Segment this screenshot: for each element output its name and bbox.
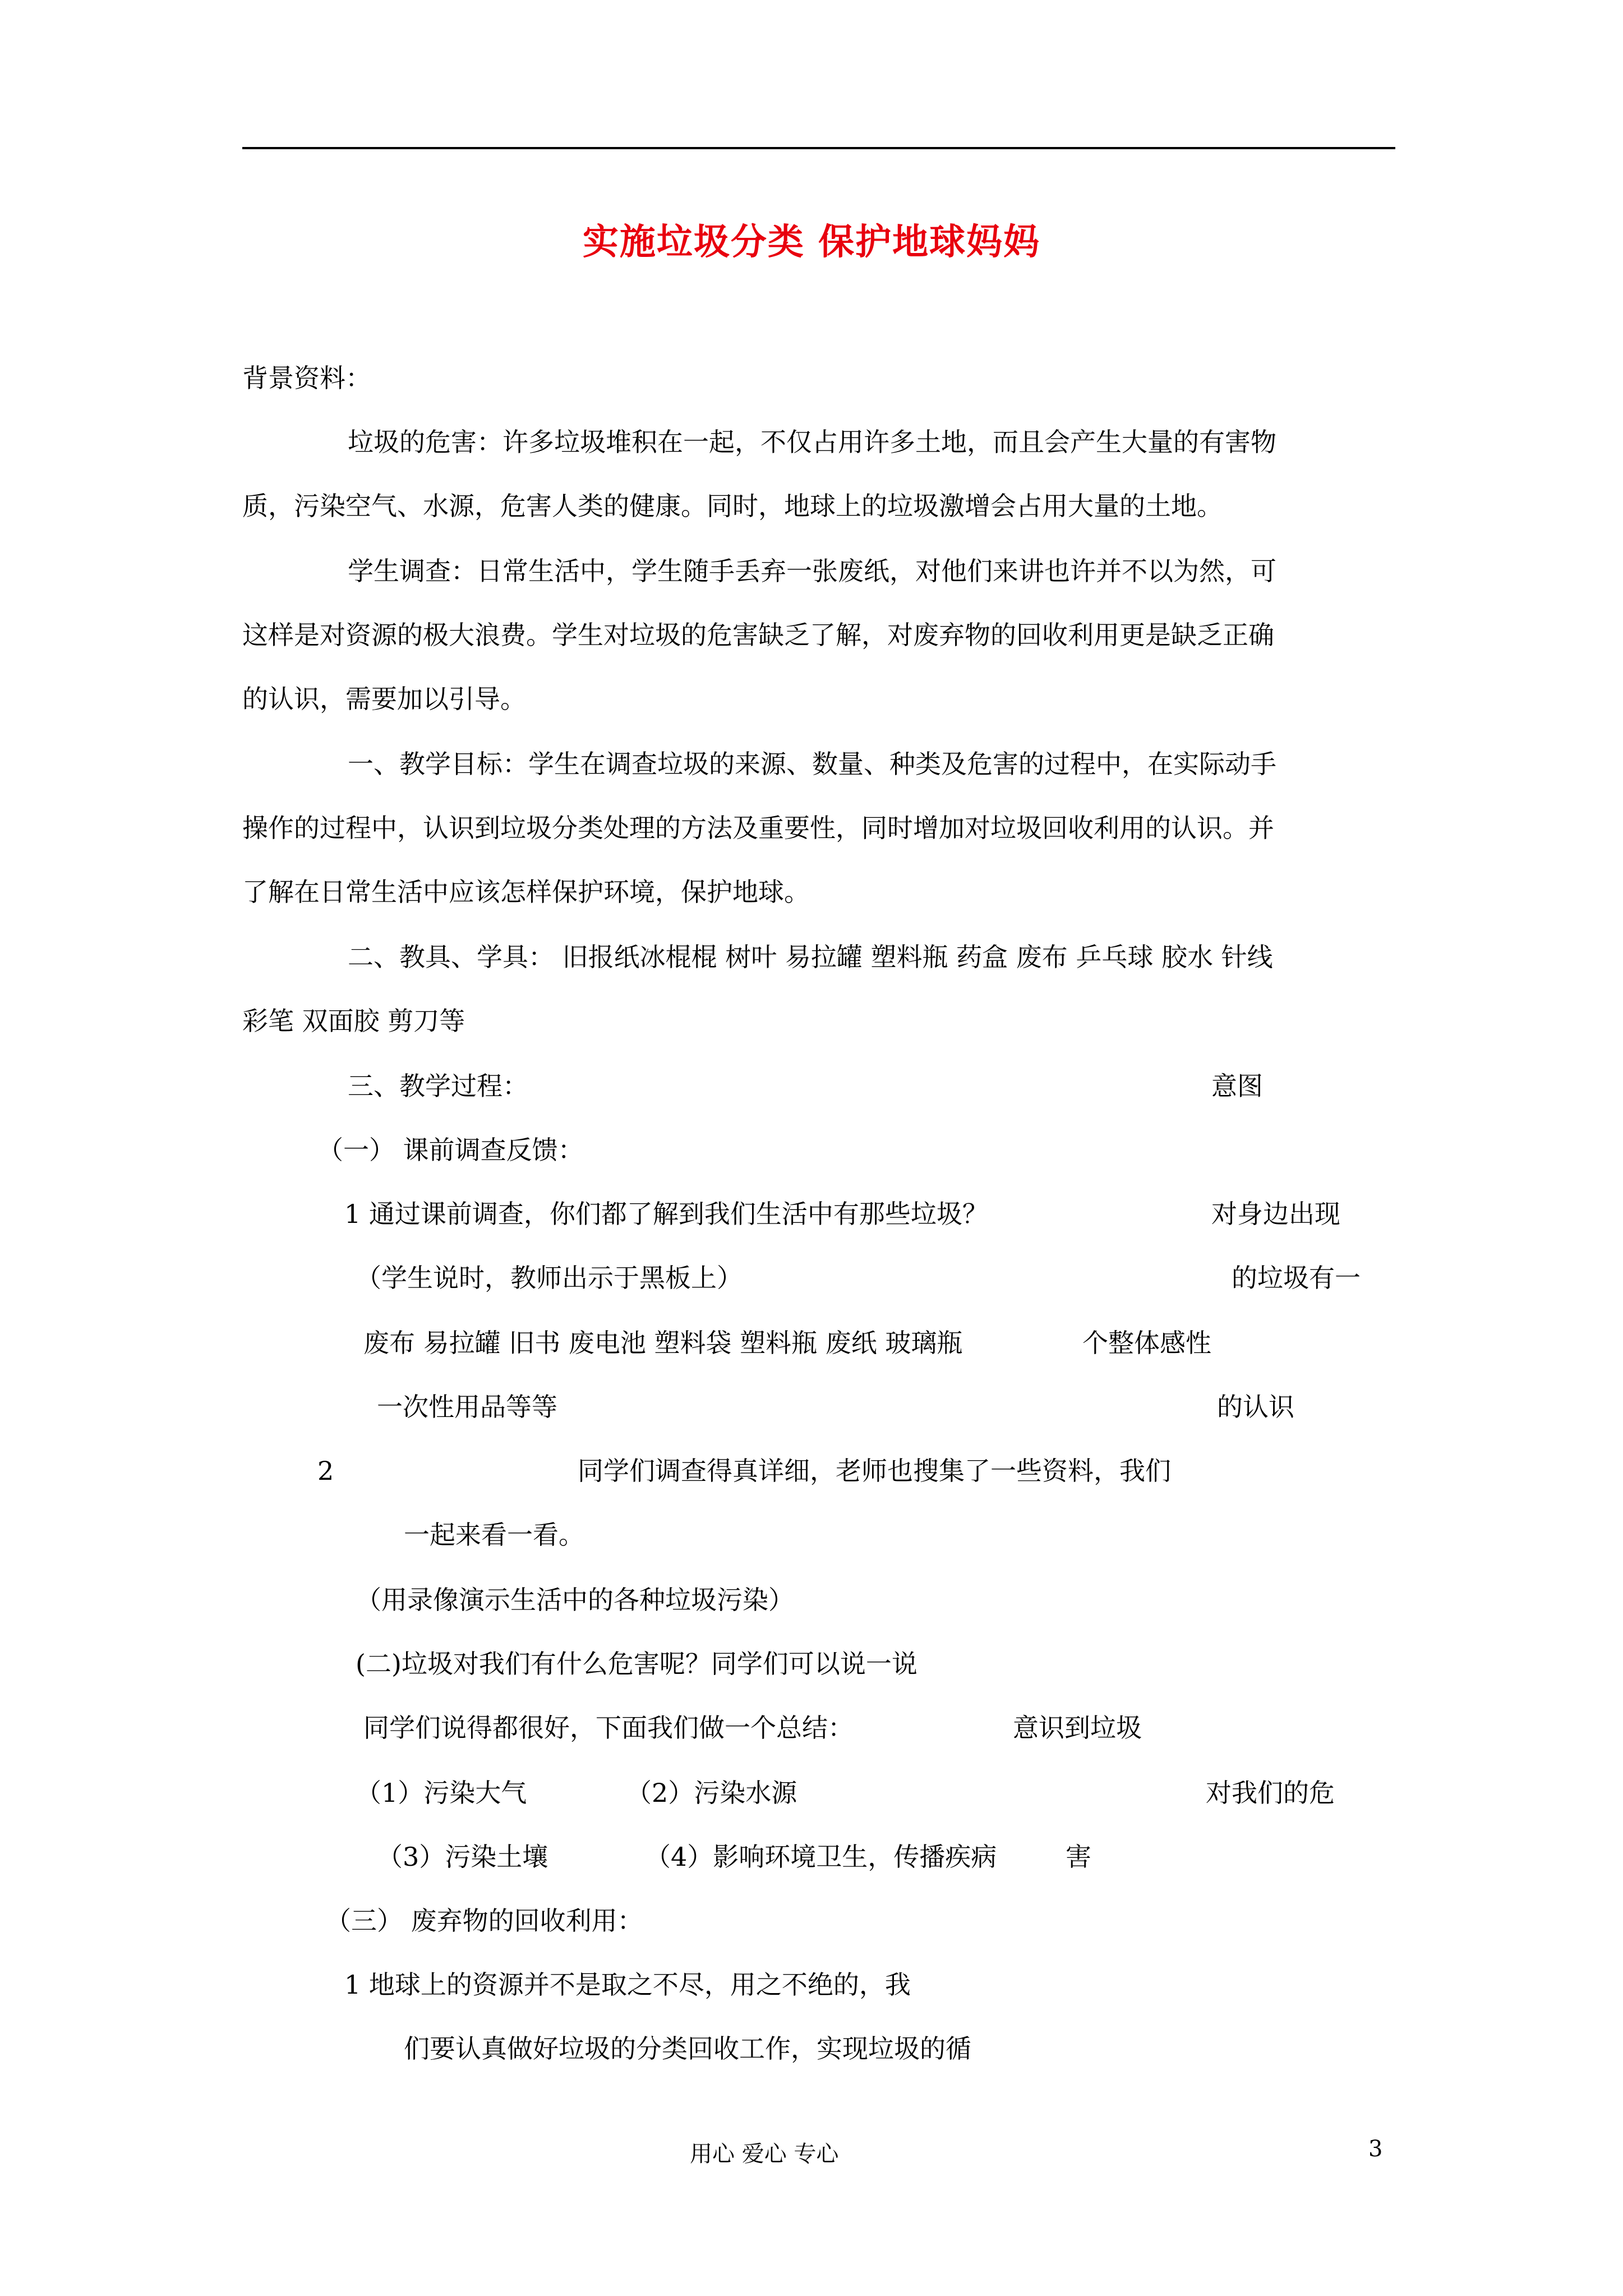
video-note: （用录像演示生活中的各种垃圾污染）	[356, 1585, 794, 1615]
paragraph-survey-line-1: 学生调查：日常生活中，学生随手丢弃一张废纸，对他们来讲也许并不以为然，可	[348, 556, 1276, 586]
harm-item-2: （2）污染水源	[626, 1778, 797, 1808]
tools-line-1: 二、教具、学具： 旧报纸冰棍棍 树叶 易拉罐 塑料瓶 药盒 废布 乒乓球 胶水 针线	[348, 942, 1273, 972]
intent-note-3: 个整体感性	[1082, 1328, 1211, 1358]
part-three-heading: （三） 废弃物的回收利用：	[325, 1906, 643, 1936]
harm-item-4: （4）影响环境卫生，传播疾病	[645, 1842, 997, 1872]
paragraph-harm-line-2: 质，污染空气、水源，危害人类的健康。同时，地球上的垃圾激增会占用大量的土地。	[242, 491, 1223, 521]
waste-items-list-2: 一次性用品等等	[377, 1392, 557, 1422]
goal-line-3: 了解在日常生活中应该怎样保护环境，保护地球。	[242, 877, 810, 907]
harm-item-1: （1）污染大气	[356, 1778, 527, 1808]
header-rule	[242, 147, 1395, 149]
footer-motto: 用心 爱心 专心	[690, 2141, 839, 2167]
tools-line-2: 彩笔 双面胶 剪刀等	[242, 1006, 465, 1036]
page-title: 实施垃圾分类 保护地球妈妈	[582, 221, 1041, 263]
background-label: 背景资料：	[242, 363, 371, 393]
question-two: 同学们调查得真详细，老师也搜集了一些资料，我们	[578, 1456, 1171, 1486]
recycle-line-2: 们要认真做好垃圾的分类回收工作，实现垃圾的循	[404, 2033, 971, 2064]
intent-note-2: 的垃圾有一	[1232, 1263, 1361, 1293]
intent-heading: 意图	[1211, 1071, 1263, 1101]
goal-line-2: 操作的过程中，认识到垃圾分类处理的方法及重要性，同时增加对垃圾回收利用的认识。并	[242, 813, 1274, 843]
part-one-heading: （一） 课前调查反馈：	[317, 1135, 584, 1165]
harm-item-3: （3）污染土壤	[377, 1842, 548, 1872]
paragraph-harm-line-1: 垃圾的危害：许多垃圾堆积在一起，不仅占用许多土地，而且会产生大量的有害物	[348, 427, 1276, 457]
waste-items-list: 废布 易拉罐 旧书 废电池 塑料袋 塑料瓶 废纸 玻璃瓶	[363, 1328, 963, 1358]
paragraph-survey-line-3: 的认识，需要加以引导。	[242, 684, 526, 714]
page-number: 3	[1368, 2136, 1383, 2162]
intent-note-1: 对身边出现	[1211, 1199, 1340, 1229]
intent-note-6: 对我们的危	[1206, 1778, 1335, 1808]
summary-line: 同学们说得都很好，下面我们做一个总结：	[363, 1713, 854, 1743]
part-two-heading: (二)垃圾对我们有什么危害呢？同学们可以说一说	[356, 1649, 917, 1679]
intent-note-4: 的认识	[1217, 1392, 1294, 1422]
intent-note-5: 意识到垃圾	[1013, 1713, 1142, 1743]
intent-note-7: 害	[1066, 1842, 1091, 1872]
item-number-2: 2	[317, 1456, 334, 1486]
question-one: 1 通过课前调查，你们都了解到我们生活中有那些垃圾？	[344, 1199, 988, 1229]
recycle-line-1: 1 地球上的资源并不是取之不尽，用之不绝的，我	[344, 1970, 911, 2000]
question-one-hint: （学生说时，教师出示于黑板上）	[356, 1263, 743, 1293]
question-two-cont: 一起来看一看。	[404, 1520, 584, 1550]
process-heading: 三、教学过程：	[348, 1071, 528, 1101]
paragraph-survey-line-2: 这样是对资源的极大浪费。学生对垃圾的危害缺乏了解，对废弃物的回收利用更是缺乏正确	[242, 620, 1274, 650]
goal-line-1: 一、教学目标：学生在调查垃圾的来源、数量、种类及危害的过程中，在实际动手	[348, 749, 1276, 779]
